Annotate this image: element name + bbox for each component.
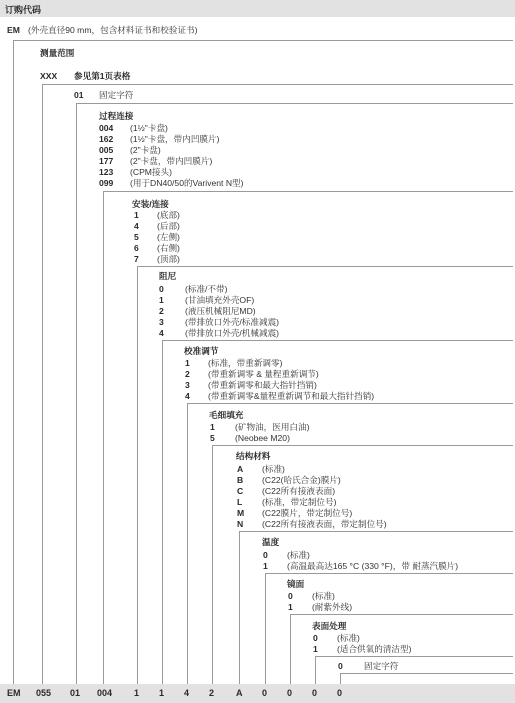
em-code: EM xyxy=(7,25,20,35)
temp-code: 1 xyxy=(263,561,268,571)
connector-line xyxy=(162,340,163,684)
connector-line xyxy=(187,403,188,684)
glass-title: 镜面 xyxy=(287,579,305,589)
glass-code: 0 xyxy=(288,591,293,601)
mount-code: 5 xyxy=(134,232,139,242)
damping-code: 1 xyxy=(159,295,164,305)
mount-code: 1 xyxy=(134,210,139,220)
connector-rule xyxy=(13,40,513,41)
surface-desc: (标准) xyxy=(337,633,360,643)
footer-code: 1 xyxy=(159,688,165,698)
connector-line xyxy=(212,445,213,684)
temp-title: 温度 xyxy=(262,537,280,547)
range-desc: 参见第1页表格 xyxy=(74,71,131,81)
process-desc: (1½"卡盘) xyxy=(130,123,168,133)
connector-line xyxy=(103,191,104,684)
damping-desc: (带排放口外壳/标准减震) xyxy=(185,317,280,327)
surface-desc: (适合供氧的清洁型) xyxy=(337,644,412,654)
connector-rule xyxy=(239,531,513,532)
damping-code: 3 xyxy=(159,317,164,327)
connector-rule xyxy=(162,340,513,341)
surface-code: 0 xyxy=(313,633,318,643)
capillary-desc: (Neobee M20) xyxy=(235,433,290,443)
footer-code: 0 xyxy=(312,688,318,698)
material-code: N xyxy=(237,519,244,529)
em-desc: (外壳直径90 mm，包含材料证书和校验证书) xyxy=(28,25,198,35)
mount-desc: (后部) xyxy=(157,221,180,231)
connector-rule xyxy=(340,673,513,674)
connector-rule xyxy=(290,614,513,615)
connector-line xyxy=(13,40,14,684)
damping-code: 0 xyxy=(159,284,164,294)
footer-code: 0 xyxy=(287,688,293,698)
footer-code: 004 xyxy=(97,688,113,698)
material-code: L xyxy=(237,497,243,507)
connector-line xyxy=(265,573,266,684)
material-code: A xyxy=(237,464,244,474)
fixed2-code: 0 xyxy=(338,661,343,671)
damping-code: 4 xyxy=(159,328,164,338)
footer-code: 055 xyxy=(36,688,52,698)
damping-desc: (标准/不带) xyxy=(185,284,228,294)
material-code: B xyxy=(237,475,244,485)
damping-title: 阻尼 xyxy=(159,271,177,281)
process-code: 162 xyxy=(99,134,114,144)
footer-code: 0 xyxy=(262,688,268,698)
connector-line xyxy=(137,266,138,684)
header-bar xyxy=(0,0,515,17)
connector-line xyxy=(315,656,316,684)
connector-rule xyxy=(212,445,513,446)
material-desc: (C22(哈氏合金)膜片) xyxy=(262,475,341,485)
calib-title: 校准调节 xyxy=(184,346,219,356)
connector-rule xyxy=(76,103,513,104)
mount-desc: (左侧) xyxy=(157,232,180,242)
capillary-code: 1 xyxy=(210,422,215,432)
damping-desc: (带排放口外壳/机械减震) xyxy=(185,328,280,338)
connector-rule xyxy=(187,403,513,404)
process-code: 123 xyxy=(99,167,114,177)
footer-code: 1 xyxy=(134,688,140,698)
temp-desc: (标准) xyxy=(287,550,310,560)
connector-line xyxy=(42,84,43,684)
material-desc: (C22膜片，带定制位号) xyxy=(262,508,353,518)
mount-desc: (右侧) xyxy=(157,243,180,253)
process-code: 004 xyxy=(99,123,114,133)
footer-code: 4 xyxy=(184,688,190,698)
mount-desc: (顶部) xyxy=(157,254,180,264)
connector-rule xyxy=(137,266,513,267)
process-desc: (用于DN40/50的Varivent N型) xyxy=(130,178,244,188)
footer-code: EM xyxy=(7,688,21,698)
process-desc: (CPM接头) xyxy=(130,167,173,177)
footer-code: 01 xyxy=(70,688,81,698)
surface-title: 表面处理 xyxy=(312,621,347,631)
process-code: 177 xyxy=(99,156,114,166)
process-title: 过程连接 xyxy=(99,111,134,121)
calib-code: 4 xyxy=(185,391,190,401)
fixed-desc: 固定字符 xyxy=(99,90,134,100)
mount-code: 6 xyxy=(134,243,139,253)
damping-desc: (液压机械阻尼MD) xyxy=(185,306,256,316)
connector-line xyxy=(76,103,77,684)
connector-rule xyxy=(103,191,513,192)
mount-code: 7 xyxy=(134,254,139,264)
calib-desc: (带重新调零&量程重新调节和最大指针挡销) xyxy=(208,391,375,401)
calib-code: 2 xyxy=(185,369,190,379)
fixed-code: 01 xyxy=(74,90,84,100)
calib-code: 3 xyxy=(185,380,190,390)
calib-desc: (带重新调零和最大指针挡销) xyxy=(208,380,317,390)
connector-rule xyxy=(315,656,513,657)
footer-code: 0 xyxy=(337,688,343,698)
fixed2-desc: 固定字符 xyxy=(364,661,399,671)
connector-line xyxy=(290,614,291,684)
material-desc: (标准，带定制位号) xyxy=(262,497,337,507)
damping-desc: (甘油填充外壳OF) xyxy=(185,295,255,305)
calib-code: 1 xyxy=(185,358,190,368)
connector-rule xyxy=(265,573,513,574)
glass-desc: (标准) xyxy=(312,591,335,601)
page-title: 订购代码 xyxy=(5,5,42,15)
process-desc: (2"卡盘，带内凹膜片) xyxy=(130,156,213,166)
temp-code: 0 xyxy=(263,550,268,560)
mount-title: 安装/连接 xyxy=(132,199,169,209)
capillary-code: 5 xyxy=(210,433,215,443)
process-code: 005 xyxy=(99,145,114,155)
material-desc: (C22所有接液表面) xyxy=(262,486,336,496)
footer-code: A xyxy=(236,688,243,698)
process-code: 099 xyxy=(99,178,114,188)
range-code: XXX xyxy=(40,71,58,81)
glass-code: 1 xyxy=(288,602,293,612)
glass-desc: (耐紫外线) xyxy=(312,602,353,612)
damping-code: 2 xyxy=(159,306,164,316)
capillary-title: 毛细填充 xyxy=(209,410,244,420)
process-desc: (1½"卡盘，带内凹膜片) xyxy=(130,134,220,144)
material-desc: (C22所有接液表面，带定制位号) xyxy=(262,519,387,529)
calib-desc: (标准，带重新调零) xyxy=(208,358,283,368)
mount-code: 4 xyxy=(134,221,139,231)
connector-rule xyxy=(42,84,513,85)
calib-desc: (带重新调零 & 量程重新调节) xyxy=(208,369,319,379)
material-title: 结构材料 xyxy=(236,451,271,461)
temp-desc: (高温最高达165 °C (330 °F)，带 耐蒸汽膜片) xyxy=(287,561,459,571)
range-title: 测量范围 xyxy=(40,48,75,58)
capillary-desc: (矿物油，医用白油) xyxy=(235,422,310,432)
material-code: C xyxy=(237,486,244,496)
process-desc: (2"卡盘) xyxy=(130,145,161,155)
connector-line xyxy=(340,673,341,684)
connector-line xyxy=(239,531,240,684)
mount-desc: (底部) xyxy=(157,210,180,220)
material-desc: (标准) xyxy=(262,464,285,474)
material-code: M xyxy=(237,508,245,518)
footer-code: 2 xyxy=(209,688,215,698)
surface-code: 1 xyxy=(313,644,318,654)
